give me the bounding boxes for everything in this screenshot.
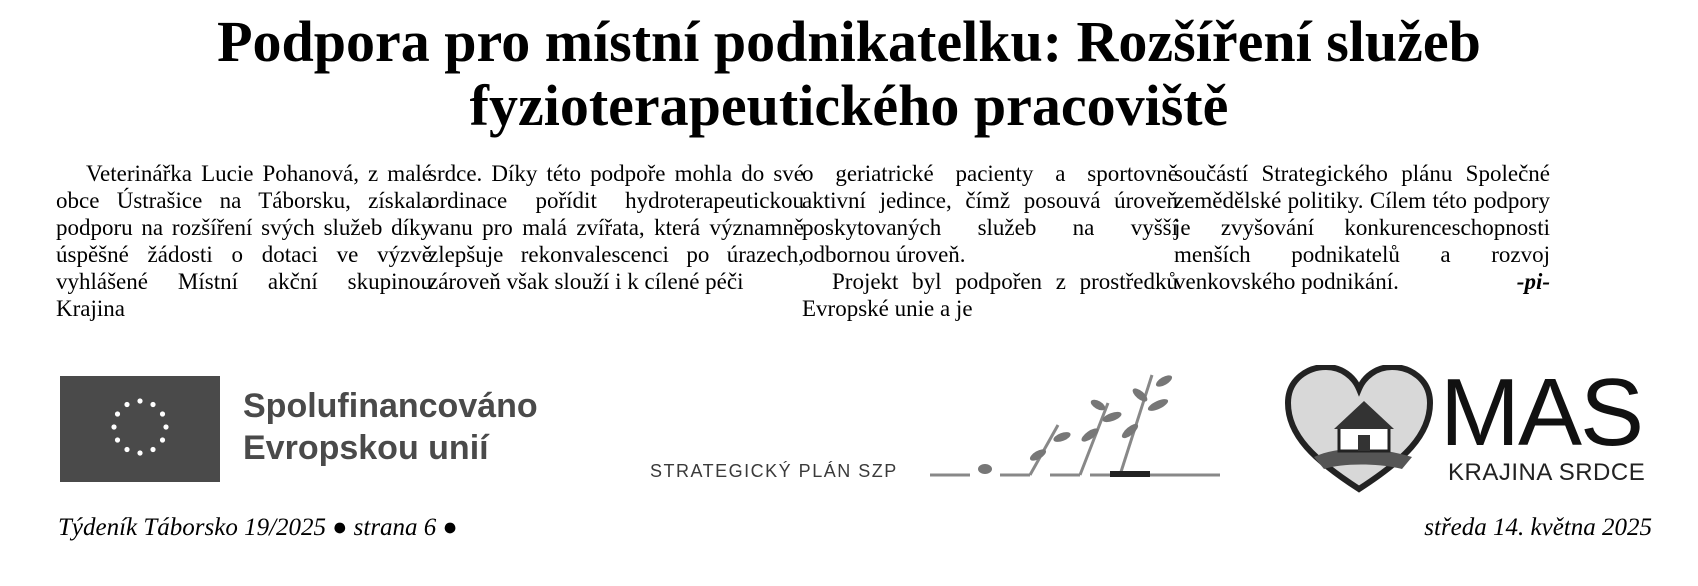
article-column-1	[56, 160, 432, 322]
mas-logo-subtitle: KRAJINA SRDCE	[1448, 459, 1646, 486]
article-title-line-1: Podpora pro místní podnikatelku: Rozšíření služeb	[217, 9, 1481, 74]
eu-cofinanced-label	[243, 385, 538, 469]
footer-date: středa 14. května 2025	[1424, 514, 1652, 541]
logo-strip	[0, 359, 1698, 500]
article-column-4	[1174, 160, 1550, 295]
footer-issue-info: Týdeník Táborsko 19/2025 ● strana 6 ●	[58, 514, 458, 541]
article-title	[0, 10, 1698, 138]
article-paragraph: srdce. Díky této podpoře mohla do své ordinace pořídit hydroterapeutickou vanu pro malá zvířata, která významně zlepšuje rekonvalescenci po úrazech, zároveň však slouží i k cílené péči	[428, 161, 804, 294]
article-paragraph-text: součástí Strategického plánu Společné zemědělské politiky. Cílem této podpory je zvyšování konkurenceschopnosti menších podnikatelů a rozvoj venkovského podnikání.	[1174, 161, 1550, 294]
article-paragraph: Projekt byl podpořen z prostředků Evropské unie a je	[802, 269, 1178, 321]
article-paragraph: o geriatrické pacienty a sportovně aktivní jedince, čímž posouvá úroveň poskytovaných služeb na vyšší odbornou úroveň.	[802, 161, 1178, 267]
article-paragraph: Veterinářka Lucie Pohanová, z malé obce Ústrašice na Táborsku, získala podporu na rozšíření svých služeb díky úspěšné žádosti o dotaci ve výzvě vyhlášené Místní akční skupinou Krajina	[56, 161, 432, 321]
article-title-line-2: fyzioterapeutického pracoviště	[469, 73, 1229, 138]
article-column-3	[802, 160, 1178, 322]
article-body	[56, 160, 1652, 350]
eu-label-line-2: Evropskou unií	[243, 429, 489, 467]
author-byline: -pi-	[1516, 269, 1550, 294]
article-column-2	[428, 160, 804, 295]
mas-heart-house-icon	[1284, 365, 1434, 495]
eu-label-line-1: Spolufinancováno	[243, 387, 538, 425]
szp-label: STRATEGICKÝ PLÁN SZP	[650, 461, 898, 481]
eu-flag-icon	[60, 376, 220, 482]
article-paragraph	[1174, 160, 1550, 295]
mas-logo-text: MAS	[1440, 359, 1643, 466]
szp-plants-icon	[930, 365, 1230, 493]
